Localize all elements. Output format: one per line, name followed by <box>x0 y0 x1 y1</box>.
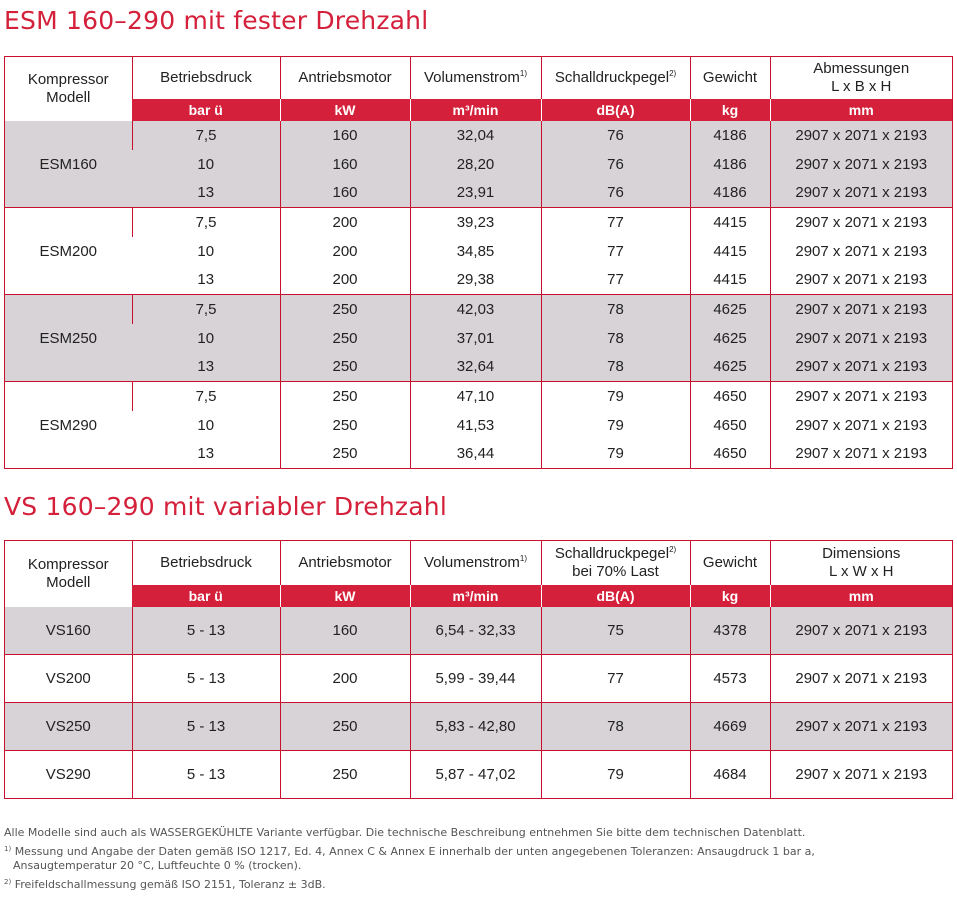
table-row <box>5 208 952 237</box>
cell-flow: 5,83 - 42,80 <box>410 703 541 751</box>
cell-dimensions: 2907 x 2071 x 2193 <box>770 324 952 353</box>
cell-pressure: 13 <box>132 178 280 207</box>
col-header-flow <box>410 541 541 585</box>
unit-noise: dB(A) <box>541 99 690 121</box>
cell-noise: 77 <box>541 265 690 294</box>
cell-pressure: 7,5 <box>132 382 280 411</box>
cell-flow: 47,10 <box>410 382 541 411</box>
table-row <box>5 382 952 411</box>
section-title-esm: ESM 160–290 mit fester Drehzahl <box>4 6 429 35</box>
table-row <box>5 265 952 294</box>
col-header-noise-condition: bei 70% Last <box>572 563 659 580</box>
cell-weight: 4186 <box>690 178 770 207</box>
footnote-2-mark: 2) <box>4 878 12 886</box>
cell-motor: 160 <box>280 150 410 179</box>
cell-weight: 4625 <box>690 353 770 382</box>
table-row <box>5 178 952 207</box>
cell-dimensions: 2907 x 2071 x 2193 <box>770 440 952 469</box>
cell-weight: 4415 <box>690 208 770 237</box>
cell-flow: 42,03 <box>410 295 541 324</box>
cell-weight: 4378 <box>690 607 770 655</box>
col-header-noise-label: Schalldruckpegel <box>554 545 670 562</box>
footnote-ref-1: 1) <box>519 69 527 78</box>
cell-flow: 32,04 <box>410 121 541 150</box>
unit-flow: m³/min <box>410 99 541 121</box>
cell-weight: 4684 <box>690 751 770 799</box>
cell-flow: 28,20 <box>410 150 541 179</box>
cell-weight: 4650 <box>690 411 770 440</box>
cell-noise: 76 <box>541 178 690 207</box>
cell-weight: 4415 <box>690 265 770 294</box>
table-row <box>5 353 952 382</box>
cell-model: VS250 <box>5 703 132 751</box>
col-header-flow-label: Volumenstrom <box>424 554 520 571</box>
table-row <box>5 751 952 799</box>
section-title-vs: VS 160–290 mit variabler Drehzahl <box>4 492 447 521</box>
cell-noise: 77 <box>541 655 690 703</box>
cell-pressure: 5 - 13 <box>132 751 280 799</box>
col-header-pressure: Betriebsdruck <box>132 541 280 585</box>
cell-dimensions: 2907 x 2071 x 2193 <box>770 178 952 207</box>
footnote-ref-2: 2) <box>669 545 677 554</box>
cell-flow: 5,87 - 47,02 <box>410 751 541 799</box>
vs-spec-table <box>5 541 952 798</box>
col-header-noise <box>541 57 690 99</box>
unit-pressure: bar ü <box>132 585 280 607</box>
col-header-noise-label: Schalldruckpegel <box>554 69 670 86</box>
cell-motor: 200 <box>280 655 410 703</box>
cell-dimensions: 2907 x 2071 x 2193 <box>770 208 952 237</box>
unit-motor: kW <box>280 99 410 121</box>
cell-dimensions: 2907 x 2071 x 2193 <box>770 382 952 411</box>
cell-dimensions: 2907 x 2071 x 2193 <box>770 655 952 703</box>
cell-motor: 160 <box>280 607 410 655</box>
cell-flow: 36,44 <box>410 440 541 469</box>
unit-flow: m³/min <box>410 585 541 607</box>
cell-noise: 78 <box>541 353 690 382</box>
cell-model: ESM250 <box>5 295 132 382</box>
footnotes <box>4 826 953 897</box>
col-header-motor: Antriebsmotor <box>280 57 410 99</box>
table-row <box>5 703 952 751</box>
cell-model: ESM200 <box>5 208 132 295</box>
unit-noise: dB(A) <box>541 585 690 607</box>
cell-flow: 37,01 <box>410 324 541 353</box>
cell-flow: 29,38 <box>410 265 541 294</box>
cell-weight: 4650 <box>690 440 770 469</box>
cell-weight: 4186 <box>690 150 770 179</box>
unit-motor: kW <box>280 585 410 607</box>
cell-pressure: 7,5 <box>132 295 280 324</box>
footnote-1-text-cont: Ansaugtemperatur 20 °C, Luftfeuchte 0 % (trocken). <box>13 859 302 872</box>
col-header-dimensions-axes: L x B x H <box>831 78 892 95</box>
table-row <box>5 411 952 440</box>
cell-pressure: 13 <box>132 353 280 382</box>
cell-dimensions: 2907 x 2071 x 2193 <box>770 411 952 440</box>
esm-spec-table <box>5 57 952 468</box>
cell-dimensions: 2907 x 2071 x 2193 <box>770 121 952 150</box>
cell-motor: 200 <box>280 265 410 294</box>
cell-model: VS200 <box>5 655 132 703</box>
cell-dimensions: 2907 x 2071 x 2193 <box>770 607 952 655</box>
col-header-model <box>5 541 132 607</box>
cell-weight: 4415 <box>690 237 770 266</box>
cell-model: VS290 <box>5 751 132 799</box>
cell-flow: 5,99 - 39,44 <box>410 655 541 703</box>
footnote-ref-2: 2) <box>669 69 677 78</box>
note-water-cooled: Alle Modelle sind auch als WASSERGEKÜHLTE Variante verfügbar. Die technische Beschreibung entnehmen Sie bitte dem technischen Datenblatt. <box>4 826 806 839</box>
footnote-ref-1: 1) <box>519 554 527 563</box>
cell-dimensions: 2907 x 2071 x 2193 <box>770 751 952 799</box>
cell-weight: 4625 <box>690 324 770 353</box>
cell-motor: 200 <box>280 237 410 266</box>
cell-noise: 77 <box>541 237 690 266</box>
cell-noise: 78 <box>541 324 690 353</box>
cell-noise: 77 <box>541 208 690 237</box>
table-row <box>5 440 952 469</box>
footnote-1-mark: 1) <box>4 845 12 853</box>
cell-pressure: 10 <box>132 324 280 353</box>
cell-model: VS160 <box>5 607 132 655</box>
col-header-weight: Gewicht <box>690 57 770 99</box>
cell-flow: 41,53 <box>410 411 541 440</box>
cell-motor: 250 <box>280 295 410 324</box>
cell-noise: 79 <box>541 751 690 799</box>
unit-dimensions: mm <box>770 99 952 121</box>
cell-motor: 250 <box>280 703 410 751</box>
col-header-dimensions-label: Dimensions <box>822 545 901 562</box>
table-row <box>5 237 952 266</box>
cell-motor: 250 <box>280 324 410 353</box>
cell-flow: 6,54 - 32,33 <box>410 607 541 655</box>
cell-noise: 76 <box>541 121 690 150</box>
cell-noise: 79 <box>541 382 690 411</box>
cell-flow: 32,64 <box>410 353 541 382</box>
col-header-model-label: Kompressor Modell <box>27 556 109 591</box>
cell-motor: 250 <box>280 440 410 469</box>
table-row <box>5 324 952 353</box>
cell-flow: 34,85 <box>410 237 541 266</box>
col-header-model-label: Kompressor Modell <box>27 71 109 106</box>
col-header-dimensions-axes: L x W x H <box>829 563 894 580</box>
cell-flow: 39,23 <box>410 208 541 237</box>
cell-dimensions: 2907 x 2071 x 2193 <box>770 703 952 751</box>
cell-dimensions: 2907 x 2071 x 2193 <box>770 295 952 324</box>
cell-pressure: 7,5 <box>132 121 280 150</box>
cell-dimensions: 2907 x 2071 x 2193 <box>770 237 952 266</box>
cell-noise: 78 <box>541 703 690 751</box>
col-header-dimensions <box>770 541 952 585</box>
cell-noise: 78 <box>541 295 690 324</box>
col-header-pressure: Betriebsdruck <box>132 57 280 99</box>
cell-weight: 4650 <box>690 382 770 411</box>
col-header-model <box>5 57 132 121</box>
col-header-dimensions <box>770 57 952 99</box>
cell-motor: 250 <box>280 411 410 440</box>
cell-pressure: 10 <box>132 411 280 440</box>
footnote-2 <box>4 878 953 892</box>
cell-noise: 79 <box>541 411 690 440</box>
vs-spec-table-frame <box>4 540 953 799</box>
col-header-flow-label: Volumenstrom <box>424 69 520 86</box>
cell-model: ESM160 <box>5 121 132 208</box>
col-header-dimensions-label: Abmessungen <box>813 60 910 77</box>
unit-dimensions: mm <box>770 585 952 607</box>
cell-pressure: 5 - 13 <box>132 703 280 751</box>
cell-dimensions: 2907 x 2071 x 2193 <box>770 265 952 294</box>
cell-model: ESM290 <box>5 382 132 469</box>
cell-weight: 4186 <box>690 121 770 150</box>
cell-dimensions: 2907 x 2071 x 2193 <box>770 150 952 179</box>
col-header-noise <box>541 541 690 585</box>
cell-motor: 160 <box>280 121 410 150</box>
unit-pressure: bar ü <box>132 99 280 121</box>
footnote-1-text: Messung und Angabe der Daten gemäß ISO 1217, Ed. 4, Annex C & Annex E innerhalb der unten angegebenen Toleranzen: Ansaugdruck 1 bar a, <box>14 845 815 858</box>
cell-motor: 250 <box>280 382 410 411</box>
col-header-flow <box>410 57 541 99</box>
cell-pressure: 5 - 13 <box>132 607 280 655</box>
cell-motor: 250 <box>280 751 410 799</box>
table-row <box>5 607 952 655</box>
cell-motor: 250 <box>280 353 410 382</box>
cell-dimensions: 2907 x 2071 x 2193 <box>770 353 952 382</box>
cell-motor: 160 <box>280 178 410 207</box>
col-header-weight: Gewicht <box>690 541 770 585</box>
cell-noise: 79 <box>541 440 690 469</box>
footnote-1 <box>4 845 953 873</box>
cell-weight: 4573 <box>690 655 770 703</box>
cell-noise: 76 <box>541 150 690 179</box>
cell-weight: 4625 <box>690 295 770 324</box>
cell-noise: 75 <box>541 607 690 655</box>
table-row <box>5 295 952 324</box>
cell-motor: 200 <box>280 208 410 237</box>
cell-pressure: 10 <box>132 150 280 179</box>
col-header-motor: Antriebsmotor <box>280 541 410 585</box>
table-row <box>5 150 952 179</box>
footnote-2-text: Freifeldschallmessung gemäß ISO 2151, Toleranz ± 3dB. <box>14 878 326 891</box>
cell-pressure: 7,5 <box>132 208 280 237</box>
cell-pressure: 10 <box>132 237 280 266</box>
table-row <box>5 121 952 150</box>
cell-pressure: 13 <box>132 265 280 294</box>
cell-flow: 23,91 <box>410 178 541 207</box>
cell-weight: 4669 <box>690 703 770 751</box>
unit-weight: kg <box>690 99 770 121</box>
esm-spec-table-frame <box>4 56 953 469</box>
unit-weight: kg <box>690 585 770 607</box>
table-row <box>5 655 952 703</box>
cell-pressure: 5 - 13 <box>132 655 280 703</box>
cell-pressure: 13 <box>132 440 280 469</box>
